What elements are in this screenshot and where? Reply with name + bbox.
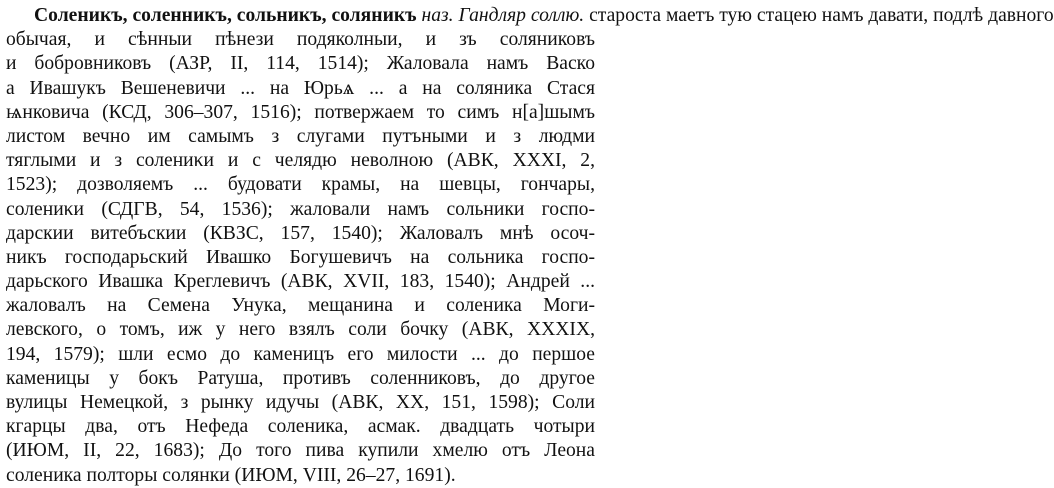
entry-line: листом вечно им самымъ з слугами путъными и з людми [6, 125, 595, 147]
entry-first-line [6, 4, 1054, 28]
entry-line: а Ивашукъ Вешеневичи ... на Юрьѧ ... а на соляника Стася [6, 77, 595, 99]
entry-line: солениκи (СДГВ, 54, 1536); жаловали намъ сольники госпо- [6, 198, 595, 220]
entry-line: кгарцы два, отъ Нефеда соленика, асмак. двадцать чотыри [6, 416, 595, 438]
entry-line: (ИЮМ, II, 22, 1683); До того пива купили хмелю отъ Леона [6, 440, 595, 462]
entry-line: тяглыми и з солениκи и с челядю неволною (АВК, XXXI, 2, [6, 150, 595, 172]
entry-definition: наз. Гандляр соллю. [421, 5, 585, 26]
entry-line: жаловалъ на Семена Унука, мещанина и соленика Моги- [6, 295, 595, 317]
entry-line: вулицы Немецкой, з рынку идучы (АВК, XX, 151, 1598); Соли [6, 392, 595, 413]
entry-line: и бобровниковъ (АЗР, II, 114, 1514); Жаловала намъ Васко [6, 53, 595, 75]
entry-line: каменицы у бокъ Ратуша, противъ соленниковъ, до другое [6, 367, 595, 389]
entry-line: 194, 1579); шли есмо до каменицъ его милости ... до першое [6, 343, 595, 365]
entry-line: левского, о томъ, иж у него взялъ соли бочку (АВК, XXXIX, [6, 319, 595, 341]
entry-headword: Соленикъ, соленникъ, сольникъ, соляникъ [34, 5, 417, 26]
entry-text: старoста маетъ тую стацею намъ давати, подлѣ давного [584, 5, 1054, 26]
entry-line: дарьского Ивашка Креглевичъ (АВК, XVII, 183, 1540); Андрей ... [6, 271, 595, 293]
entry-line: ѩнковича (КСД, 306–307, 1516); потвержаем то симъ н[а]шымъ [6, 101, 595, 123]
entry-line: никъ господарьский Ивашко Богушевичъ на сольника госпо- [6, 246, 595, 268]
entry-line-last: соленика полторы солянки (ИЮМ, VIII, 26–27, 1691). [6, 464, 456, 486]
entry-line: дарскии витебъскии (КВЗС, 157, 1540); Жаловалъ мнѣ осоч- [6, 222, 595, 244]
entry-line: обычая, и сѣнныи пѣнези подяколныи, и зъ соляниковъ [6, 29, 595, 51]
entry-line: 1523); дозволяемъ ... будовати крамы, на шевцы, гончары, [6, 174, 595, 196]
